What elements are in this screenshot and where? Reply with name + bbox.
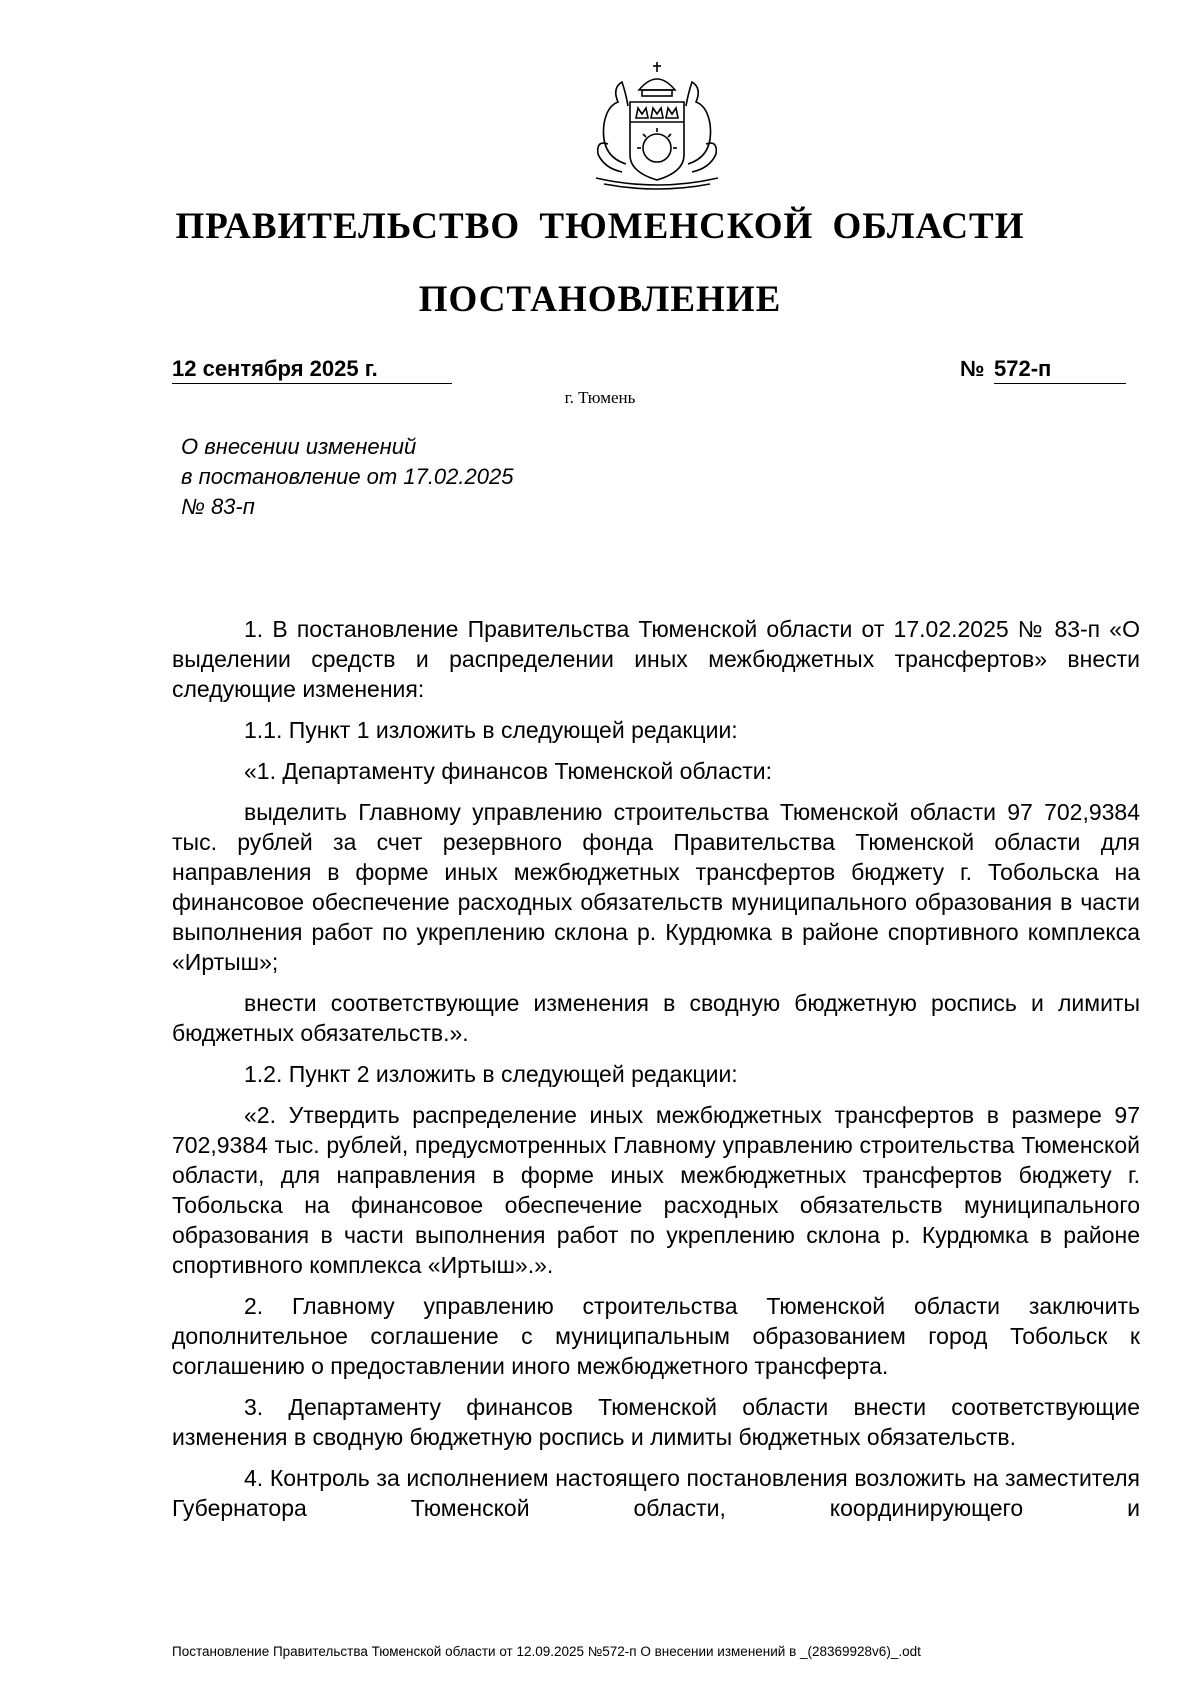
subject-line: в постановление от 17.02.2025	[181, 464, 514, 489]
footer-filename: Постановление Правительства Тюменской области от 12.09.2025 №572-п О внесении изменений в _(28369928v6)_.odt	[172, 1644, 921, 1659]
document-body	[172, 614, 1140, 1534]
body-paragraph: внести соответствующие изменения в сводную бюджетную роспись и лимиты бюджетных обязательств.».	[172, 990, 1140, 1046]
body-paragraph: «1. Департаменту финансов Тюменской области:	[244, 758, 773, 784]
body-paragraph: «2. Утвердить распределение иных межбюджетных трансфертов в размере 97 702,9384 тыс. рублей, предусмотренных Главному управлению строительства Тюменской области, для направления в форме иных межбюджетных трансфертов бюджету г. Тобольска на финансовое обеспечение расходных обязательств муниципального образования в части выполнения работ по укреплению склона р. Курдюмка в районе спортивного комплекса «Иртыш».».	[172, 1102, 1140, 1278]
document-city: г. Тюмень	[564, 388, 636, 407]
subject-line: О внесении изменений	[181, 434, 417, 459]
document-type-title: ПОСТАНОВЛЕНИЕ	[418, 279, 782, 320]
body-paragraph: выделить Главному управлению строительства Тюменской области 97 702,9384 тыс. рублей за счет резервного фонда Правительства Тюменской области для направления в форме иных межбюджетных трансфертов бюджету г. Тобольска на финансовое обеспечение расходных обязательств муниципального образования в части выполнения работ по укреплению склона р. Курдюмка в районе спортивного комплекса «Иртыш»;	[172, 799, 1140, 975]
number-sign: №	[960, 356, 985, 381]
document-number: 572-п	[994, 355, 1126, 384]
body-paragraph: 2. Главному управлению строительства Тюменской области заключить дополнительное соглашение с муниципальным образованием город Тобольск к соглашению о предоставлении иного межбюджетного трансферта.	[172, 1293, 1140, 1379]
body-paragraph: 1. В постановление Правительства Тюменской области от 17.02.2025 № 83-п «О выделении средств и распределении иных межбюджетных трансфертов» внести следующие изменения:	[172, 616, 1140, 702]
body-paragraph: 1.2. Пункт 2 изложить в следующей редакции:	[244, 1061, 738, 1087]
document-date: 12 сентября 2025 г.	[172, 355, 452, 384]
document-number-field	[960, 355, 1132, 384]
coat-of-arms-icon	[582, 60, 732, 190]
body-paragraph: 1.1. Пункт 1 изложить в следующей редакции:	[244, 717, 738, 743]
body-paragraph: 3. Департаменту финансов Тюменской области внести соответствующие изменения в сводную бюджетную роспись и лимиты бюджетных обязательств.	[172, 1394, 1140, 1450]
body-paragraph: 4. Контроль за исполнением настоящего постановления возложить на заместителя Губернатора Тюменской области, координирующего и	[172, 1465, 1140, 1521]
subject-line: № 83-п	[181, 494, 255, 519]
organization-title: ПРАВИТЕЛЬСТВО ТЮМЕНСКОЙ ОБЛАСТИ	[175, 206, 1025, 247]
document-subject	[181, 432, 513, 522]
